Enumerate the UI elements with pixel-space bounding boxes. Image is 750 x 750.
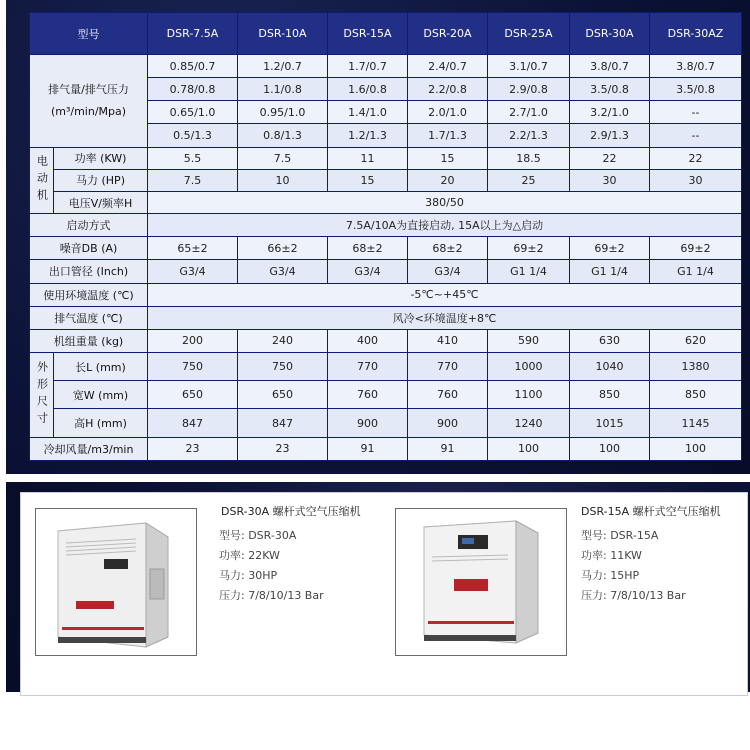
power-cell: 18.5 [488,147,570,169]
noise-cell: 69±2 [488,237,570,260]
voltage-value: 380/50 [148,191,742,213]
hp-cell: 7.5 [148,169,238,191]
compressor-image [396,509,566,655]
flow-cell: 3.8/0.7 [650,55,742,78]
outlet-cell: G1 1/4 [650,260,742,283]
model-name: DSR-10A [238,13,328,55]
weight-cell: 200 [148,329,238,352]
flow-cell: 1.6/0.8 [328,78,408,101]
flow-cell: 3.5/0.8 [570,78,650,101]
flow-cell: 2.9/0.8 [488,78,570,101]
length-label: 长L (mm) [54,353,148,381]
width-cell: 1100 [488,381,570,409]
flow-cell: 1.7/1.3 [408,124,488,147]
weight-cell: 620 [650,329,742,352]
flow-cell: 0.5/1.3 [148,124,238,147]
width-cell: 760 [328,381,408,409]
height-cell: 900 [408,409,488,437]
flow-cell: -- [650,124,742,147]
flow-cell: -- [650,101,742,124]
outlet-cell: G3/4 [408,260,488,283]
cooling-cell: 100 [570,437,650,460]
cooling-cell: 100 [650,437,742,460]
height-row [30,409,742,437]
flow-cell: 2.7/1.0 [488,101,570,124]
width-cell: 850 [570,381,650,409]
compressor-image [36,509,196,655]
cooling-cell: 23 [148,437,238,460]
outlet-cell: G3/4 [238,260,328,283]
width-cell: 650 [148,381,238,409]
hp-cell: 30 [570,169,650,191]
outlet-cell: G1 1/4 [488,260,570,283]
weight-row [30,329,742,352]
weight-cell: 590 [488,329,570,352]
flow-cell: 2.0/1.0 [408,101,488,124]
hp-cell: 20 [408,169,488,191]
flow-cell: 2.2/1.3 [488,124,570,147]
ambient-label: 使用环境温度 (℃) [30,283,148,306]
height-cell: 1240 [488,409,570,437]
product-hp: 马力: 30HP [219,569,278,582]
noise-cell: 65±2 [148,237,238,260]
length-cell: 1380 [650,353,742,381]
flow-label [30,55,148,148]
length-cell: 770 [328,353,408,381]
header-row [30,13,742,55]
weight-cell: 410 [408,329,488,352]
cooling-cell: 23 [238,437,328,460]
ambient-value: -5℃~+45℃ [148,283,742,306]
voltage-row [30,191,742,213]
flow-cell: 3.5/0.8 [650,78,742,101]
flow-cell: 1.4/1.0 [328,101,408,124]
start-row [30,214,742,237]
model-name: DSR-15A [328,13,408,55]
product-panel-background [6,482,750,692]
height-cell: 1015 [570,409,650,437]
length-cell: 1040 [570,353,650,381]
flow-row [30,55,742,78]
product-power: 功率: 11KW [581,549,642,562]
cooling-label: 冷却风量/m3/min [30,437,148,460]
product-power: 功率: 22KW [219,549,280,562]
flow-cell: 0.85/0.7 [148,55,238,78]
power-label: 功率 (KW) [54,147,148,169]
cooling-cell: 100 [488,437,570,460]
height-cell: 1145 [650,409,742,437]
noise-cell: 69±2 [650,237,742,260]
length-cell: 770 [408,353,488,381]
start-label: 启动方式 [30,214,148,237]
length-cell: 750 [238,353,328,381]
power-cell: 22 [570,147,650,169]
model-name: DSR-7.5A [148,13,238,55]
product-photo-dsr-30a [35,508,197,656]
hp-cell: 30 [650,169,742,191]
model-name: DSR-30A [570,13,650,55]
noise-cell: 66±2 [238,237,328,260]
flow-cell: 1.2/0.7 [238,55,328,78]
ambient-row [30,283,742,306]
power-cell: 5.5 [148,147,238,169]
flow-cell: 1.2/1.3 [328,124,408,147]
hp-cell: 15 [328,169,408,191]
height-cell: 847 [238,409,328,437]
spec-panel-background [6,0,750,474]
product-pressure: 压力: 7/8/10/13 Bar [581,589,686,602]
flow-label-line2: (m³/min/Mpa) [50,104,127,118]
product-card [20,492,748,696]
product-photo-dsr-15a [395,508,567,656]
length-cell: 750 [148,353,238,381]
model-header: 型号 [30,13,148,55]
motor-group-label: 电动机 [30,147,54,213]
model-name: DSR-20A [408,13,488,55]
spec-table [29,12,742,461]
length-row [30,353,742,381]
flow-cell: 3.8/0.7 [570,55,650,78]
noise-row [30,237,742,260]
product-model: 型号: DSR-15A [581,529,659,542]
height-cell: 900 [328,409,408,437]
flow-cell: 2.4/0.7 [408,55,488,78]
exhaust-temp-value: 风冷<环境温度+8℃ [148,306,742,329]
noise-label: 噪音DB (A) [30,237,148,260]
flow-cell: 0.78/0.8 [148,78,238,101]
weight-cell: 240 [238,329,328,352]
flow-cell: 2.9/1.3 [570,124,650,147]
dimension-group-label: 外形尺寸 [30,353,54,438]
flow-cell: 3.1/0.7 [488,55,570,78]
product-hp: 马力: 15HP [581,569,640,582]
noise-cell: 69±2 [570,237,650,260]
cooling-cell: 91 [328,437,408,460]
noise-cell: 68±2 [408,237,488,260]
width-label: 宽W (mm) [54,381,148,409]
power-cell: 22 [650,147,742,169]
weight-cell: 400 [328,329,408,352]
power-cell: 7.5 [238,147,328,169]
start-value: 7.5A/10A为直接启动, 15A以上为△启动 [148,214,742,237]
width-cell: 850 [650,381,742,409]
length-cell: 1000 [488,353,570,381]
flow-cell: 0.65/1.0 [148,101,238,124]
flow-cell: 0.95/1.0 [238,101,328,124]
product-model: 型号: DSR-30A [219,529,297,542]
outlet-cell: G3/4 [148,260,238,283]
outlet-cell: G1 1/4 [570,260,650,283]
flow-cell: 3.2/1.0 [570,101,650,124]
weight-label: 机组重量 (kg) [30,329,148,352]
power-row [30,147,742,169]
product-title: DSR-15A 螺杆式空气压缩机 [581,505,721,518]
product-title: DSR-30A 螺杆式空气压缩机 [221,505,361,518]
noise-cell: 68±2 [328,237,408,260]
width-cell: 760 [408,381,488,409]
cooling-cell: 91 [408,437,488,460]
exhaust-temp-row [30,306,742,329]
power-cell: 15 [408,147,488,169]
flow-cell: 2.2/0.8 [408,78,488,101]
flow-cell: 1.1/0.8 [238,78,328,101]
weight-cell: 630 [570,329,650,352]
outlet-cell: G3/4 [328,260,408,283]
hp-cell: 25 [488,169,570,191]
cooling-row [30,437,742,460]
outlet-label: 出口管径 (Inch) [30,260,148,283]
exhaust-temp-label: 排气温度 (℃) [30,306,148,329]
hp-label: 马力 (HP) [54,169,148,191]
flow-cell: 0.8/1.3 [238,124,328,147]
width-cell: 650 [238,381,328,409]
product-pressure: 压力: 7/8/10/13 Bar [219,589,324,602]
outlet-row [30,260,742,283]
hp-cell: 10 [238,169,328,191]
flow-label-line1: 排气量/排气压力 [48,82,129,96]
hp-row [30,169,742,191]
model-name: DSR-25A [488,13,570,55]
power-cell: 11 [328,147,408,169]
spec-table-card [29,12,741,461]
model-name: DSR-30AZ [650,13,742,55]
height-cell: 847 [148,409,238,437]
width-row [30,381,742,409]
flow-cell: 1.7/0.7 [328,55,408,78]
height-label: 高H (mm) [54,409,148,437]
voltage-label: 电压V/频率H [54,191,148,213]
